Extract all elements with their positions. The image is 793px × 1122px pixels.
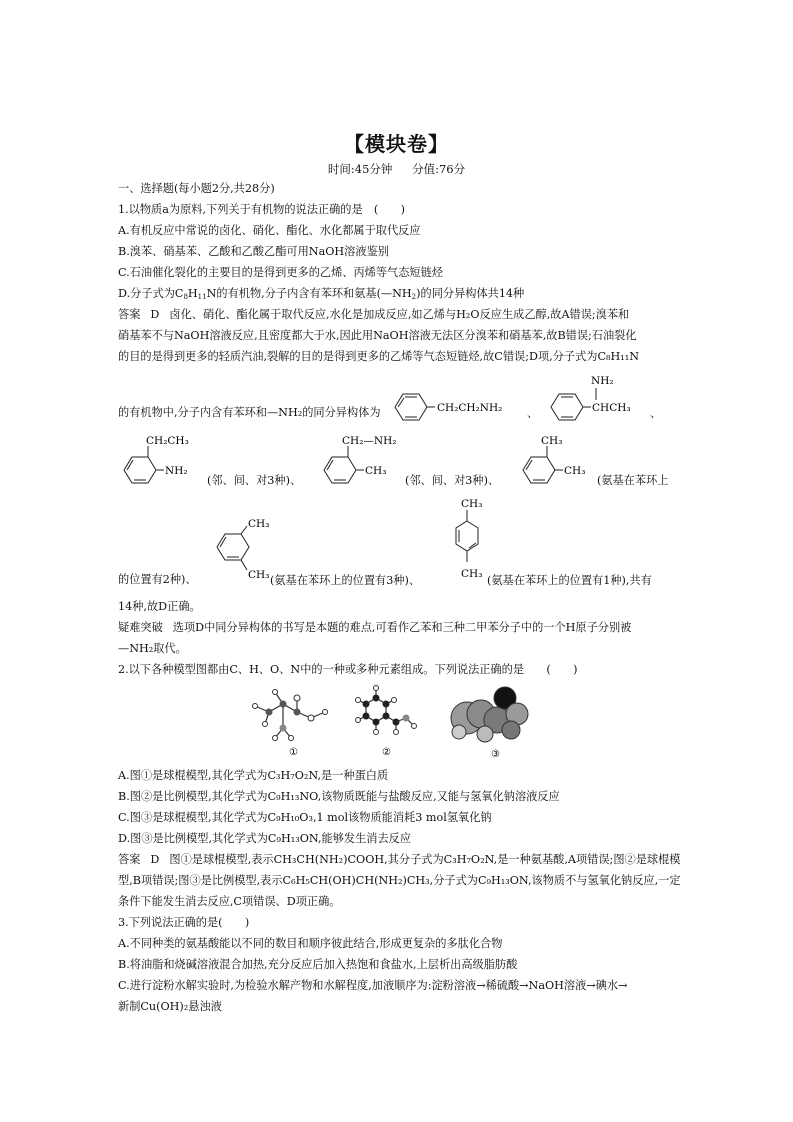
- q2-stem: 2.以下各种模型图都由C、H、O、N中的一种或多种元素组成。下列说法正确的是 ( ): [118, 663, 578, 676]
- q1-tip-line2: —NH₂取代。: [118, 642, 187, 655]
- tip-label: 疑难突破: [118, 621, 163, 634]
- label-ch3: CH₃: [248, 569, 270, 581]
- figure-2-model: [350, 682, 430, 760]
- label-chch3: CHCH₃: [592, 402, 631, 414]
- q1-stem: 1.以物质a为原料,下列关于有机物的说法正确的是 ( ): [118, 203, 405, 216]
- note-isomers: (邻、间、对3种)、: [207, 474, 302, 487]
- separator: 、: [650, 407, 662, 420]
- figure-2-label: ②: [382, 747, 391, 758]
- figure-3-label: ③: [491, 749, 500, 760]
- page-title: 【模块卷】: [344, 132, 449, 156]
- q1-answer-line1: 答案 D 卤化、硝化、酯化属于取代反应,水化是加成反应,如乙烯与H₂O反应生成乙醇,故A错误;溴苯和: [118, 308, 630, 321]
- q2-option-a: A.图①是球棍模型,其化学式为C₃H₇O₂N,是一种蛋白质: [118, 769, 389, 782]
- q1-tip-line1: 疑难突破 选项D中同分异构体的书写是本题的难点,可看作乙苯和三种二甲苯分子中的一个H原子分别被: [118, 621, 632, 634]
- figure-1-ball-stick: [245, 682, 345, 760]
- note-amino-position: (氨基在苯环上: [597, 474, 669, 487]
- structure-phenethylamine: [385, 390, 525, 424]
- q2-option-d: D.图③是比例模型,其化学式为C₉H₁₃ON,能够发生消去反应: [118, 832, 412, 845]
- figure-3-space-filling: [445, 680, 545, 760]
- q3-option-b: B.将油脂和烧碱溶液混合加热,充分反应后加入热饱和食盐水,上层析出高级脂肪酸: [118, 958, 518, 971]
- q3-option-c: C.进行淀粉水解实验时,为检验水解产物和水解程度,加液顺序为:淀粉溶液→稀硫酸→NaOH溶液→碘水→: [118, 979, 628, 992]
- q1-option-a: A.有机反应中常说的卤化、硝化、酯化、水化都属于取代反应: [118, 224, 421, 237]
- time-limit: 时间:45分钟: [327, 162, 393, 176]
- structure-phenylethylamine: [545, 370, 645, 426]
- section-heading: 一、选择题(每小题2分,共28分): [118, 182, 275, 195]
- structure-ethylaniline: [118, 432, 208, 494]
- label-ch2ch2nh2: CH₂CH₂NH₂: [437, 402, 503, 414]
- q2-option-c: C.图③是球棍模型,其化学式为C₉H₁₀O₃,1 mol该物质能消耗3 mol氢氧化钠: [118, 811, 492, 824]
- note-isomers: (邻、间、对3种)、: [405, 474, 500, 487]
- label-ch3: CH₃: [365, 465, 387, 477]
- q1-answer-line2: 硝基苯不与NaOH溶液反应,且密度都大于水,因此用NaOH溶液无法区分溴苯和硝基苯,故B错误;石油裂化: [118, 329, 637, 342]
- figure-1-label: ①: [289, 747, 298, 758]
- total-score: 分值:76分: [412, 162, 466, 176]
- q1-answer-line6: 的位置有2种)、: [118, 573, 197, 586]
- label-ch3: CH₃: [564, 465, 586, 477]
- label-ch3: CH₃: [461, 568, 483, 580]
- q1-option-b: B.溴苯、硝基苯、乙酸和乙酸乙酯可用NaOH溶液鉴别: [118, 245, 389, 258]
- q1-option-d: D.分子式为$C_8H_{11}N$的有机物,分子内含有苯环和氨基$(—NH_2)$的同分异构体共14种: [118, 287, 525, 301]
- label-ch2nh2: CH₂—NH₂: [342, 435, 397, 447]
- label-nh2: NH₂: [591, 375, 614, 387]
- answer-label: 答案: [118, 308, 141, 321]
- structure-o-xylene: [517, 432, 597, 494]
- separator: 、: [527, 407, 539, 420]
- q1-answer-line4: 的有机物中,分子内含有苯环和—NH₂的同分异构体为: [118, 406, 381, 419]
- q3-stem: 3.下列说法正确的是( ): [118, 916, 250, 929]
- note-amino-position: (氨基在苯环上的位置有3种)、: [270, 574, 421, 587]
- q2-answer-line2: 型,B项错误;图③是比例模型,表示C₆H₅CH(OH)CH(NH₂)CH₃,分子式为C₉H₁₃ON,该物质不与氢氧化钠反应,一定: [118, 874, 681, 887]
- note-amino-position: (氨基在苯环上的位置有1种),共有: [487, 574, 652, 587]
- answer-label: 答案: [118, 853, 141, 866]
- label-nh2: NH₂: [165, 465, 188, 477]
- exam-meta: [0, 161, 793, 177]
- structure-p-xylene: [445, 495, 490, 585]
- q3-option-c-cont: 新制Cu(OH)₂悬浊液: [118, 1000, 222, 1013]
- q1-answer-line3: 的目的是得到更多的轻质汽油,裂解的目的是得到更多的乙烯等气态短链烃,故C错误;D项,分子式为C₈H₁₁N: [118, 350, 640, 363]
- label-ch2ch3: CH₂CH₃: [146, 435, 189, 447]
- q2-option-b: B.图②是比例模型,其化学式为C₉H₁₃NO,该物质既能与盐酸反应,又能与氢氧化钠溶液反应: [118, 790, 560, 803]
- label-ch3: CH₃: [248, 518, 270, 530]
- answer-letter: D: [150, 308, 160, 321]
- q3-option-a: A.不同种类的氨基酸能以不同的数目和顺序彼此结合,形成更复杂的多肽化合物: [118, 937, 503, 950]
- q1-answer-line7: 14种,故D正确。: [118, 600, 201, 613]
- answer-letter: D: [150, 853, 160, 866]
- structure-methylbenzylamine: [318, 432, 418, 494]
- label-ch3: CH₃: [461, 498, 483, 510]
- label-ch3: CH₃: [541, 435, 563, 447]
- q2-answer-line3: 条件下能发生消去反应,C项错误、D项正确。: [118, 895, 341, 908]
- structure-m-xylene: [213, 512, 273, 582]
- q1-option-c: C.石油催化裂化的主要目的是得到更多的乙烯、丙烯等气态短链烃: [118, 266, 443, 279]
- q2-answer-line1: 答案 D 图①是球棍模型,表示CH₃CH(NH₂)COOH,其分子式为C₃H₇O₂N,是一种氨基酸,A项错误;图②是球棍模: [118, 853, 681, 866]
